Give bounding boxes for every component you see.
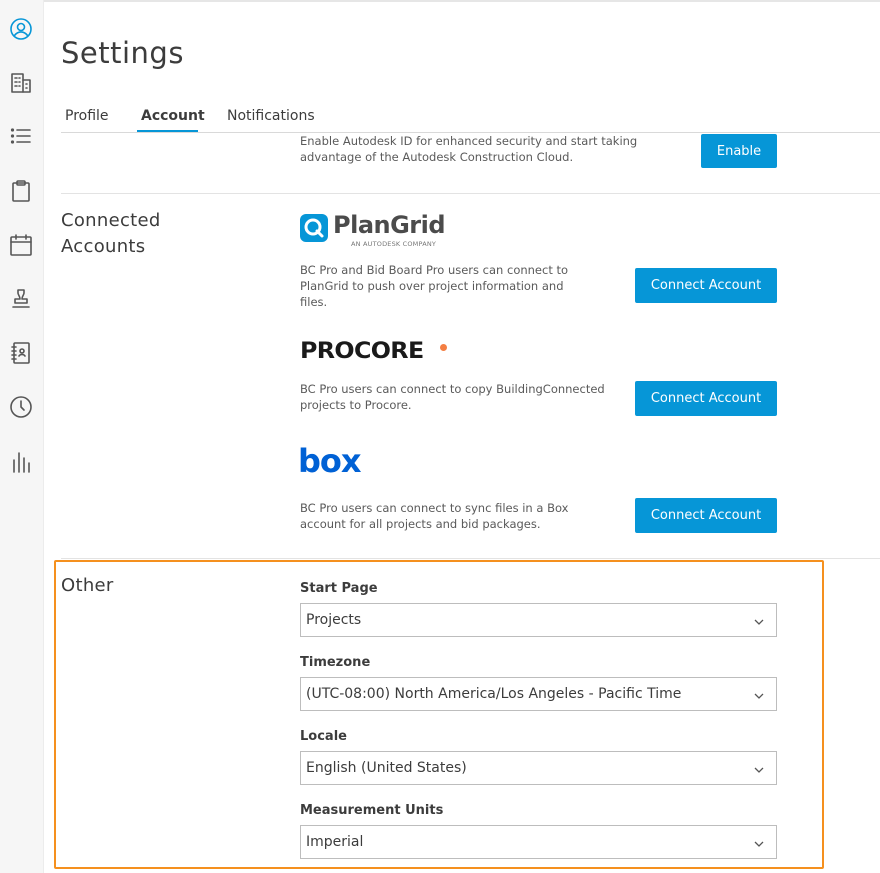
plangrid-description: BC Pro and Bid Board Pro users can connect to PlanGrid to push over project information and files. xyxy=(300,263,569,309)
page-title: Settings xyxy=(61,36,184,70)
locale-value: English (United States) xyxy=(306,760,467,776)
chevron-down-icon xyxy=(754,763,764,773)
procore-connect-button[interactable]: Connect Account xyxy=(635,381,777,416)
user-circle-icon[interactable] xyxy=(7,15,35,43)
autodesk-id-description: Enable Autodesk ID for enhanced security and start taking advantage of the Autodesk Construction Cloud. xyxy=(300,134,638,164)
timezone-value: (UTC-08:00) North America/Los Angeles - Pacific Time xyxy=(306,686,682,702)
start-page-value: Projects xyxy=(306,612,362,628)
building-icon[interactable] xyxy=(7,69,35,97)
locale-select[interactable] xyxy=(300,751,777,785)
start-page-label: Start Page xyxy=(300,581,378,596)
stamp-icon[interactable] xyxy=(7,285,35,313)
chevron-down-icon xyxy=(754,689,764,699)
connected-accounts-heading: Connected Accounts xyxy=(61,210,161,257)
clock-icon[interactable] xyxy=(7,393,35,421)
sidebar xyxy=(0,0,44,873)
section-divider xyxy=(61,558,880,559)
tab-profile[interactable]: Profile xyxy=(65,108,109,124)
timezone-label: Timezone xyxy=(300,655,371,670)
chevron-down-icon xyxy=(754,837,764,847)
plangrid-logo-subtext: AN AUTODESK COMPANY xyxy=(351,240,437,248)
procore-description: BC Pro users can connect to copy BuildingConnected projects to Procore. xyxy=(300,382,605,412)
tab-notifications[interactable]: Notifications xyxy=(227,108,315,124)
measurement-units-label: Measurement Units xyxy=(300,803,444,818)
clipboard-icon[interactable] xyxy=(7,177,35,205)
procore-logo-text: PROCORE xyxy=(300,339,424,364)
tab-account[interactable]: Account xyxy=(141,108,205,124)
top-border xyxy=(44,0,880,2)
plangrid-connect-button[interactable]: Connect Account xyxy=(635,268,777,303)
procore-logo-dot xyxy=(440,344,447,351)
enable-button[interactable]: Enable xyxy=(701,134,777,168)
measurement-units-select[interactable] xyxy=(300,825,777,859)
other-heading: Other xyxy=(61,575,114,596)
plangrid-icon xyxy=(300,214,328,242)
calendar-icon[interactable] xyxy=(7,231,35,259)
locale-label: Locale xyxy=(300,729,347,744)
plangrid-logo-text: PlanGrid xyxy=(333,211,446,239)
bar-chart-icon[interactable] xyxy=(7,448,35,476)
contacts-book-icon[interactable] xyxy=(7,339,35,367)
chevron-down-icon xyxy=(754,615,764,625)
box-connect-button[interactable]: Connect Account xyxy=(635,498,777,533)
active-tab-indicator xyxy=(137,130,198,132)
box-description: BC Pro users can connect to sync files in a Box account for all projects and bid packages. xyxy=(300,501,569,531)
section-divider xyxy=(61,193,880,194)
timezone-select[interactable] xyxy=(300,677,777,711)
measurement-units-value: Imperial xyxy=(306,834,364,850)
box-logo: box xyxy=(298,442,361,480)
start-page-select[interactable] xyxy=(300,603,777,637)
list-icon[interactable] xyxy=(7,122,35,150)
tab-bar xyxy=(61,106,880,133)
